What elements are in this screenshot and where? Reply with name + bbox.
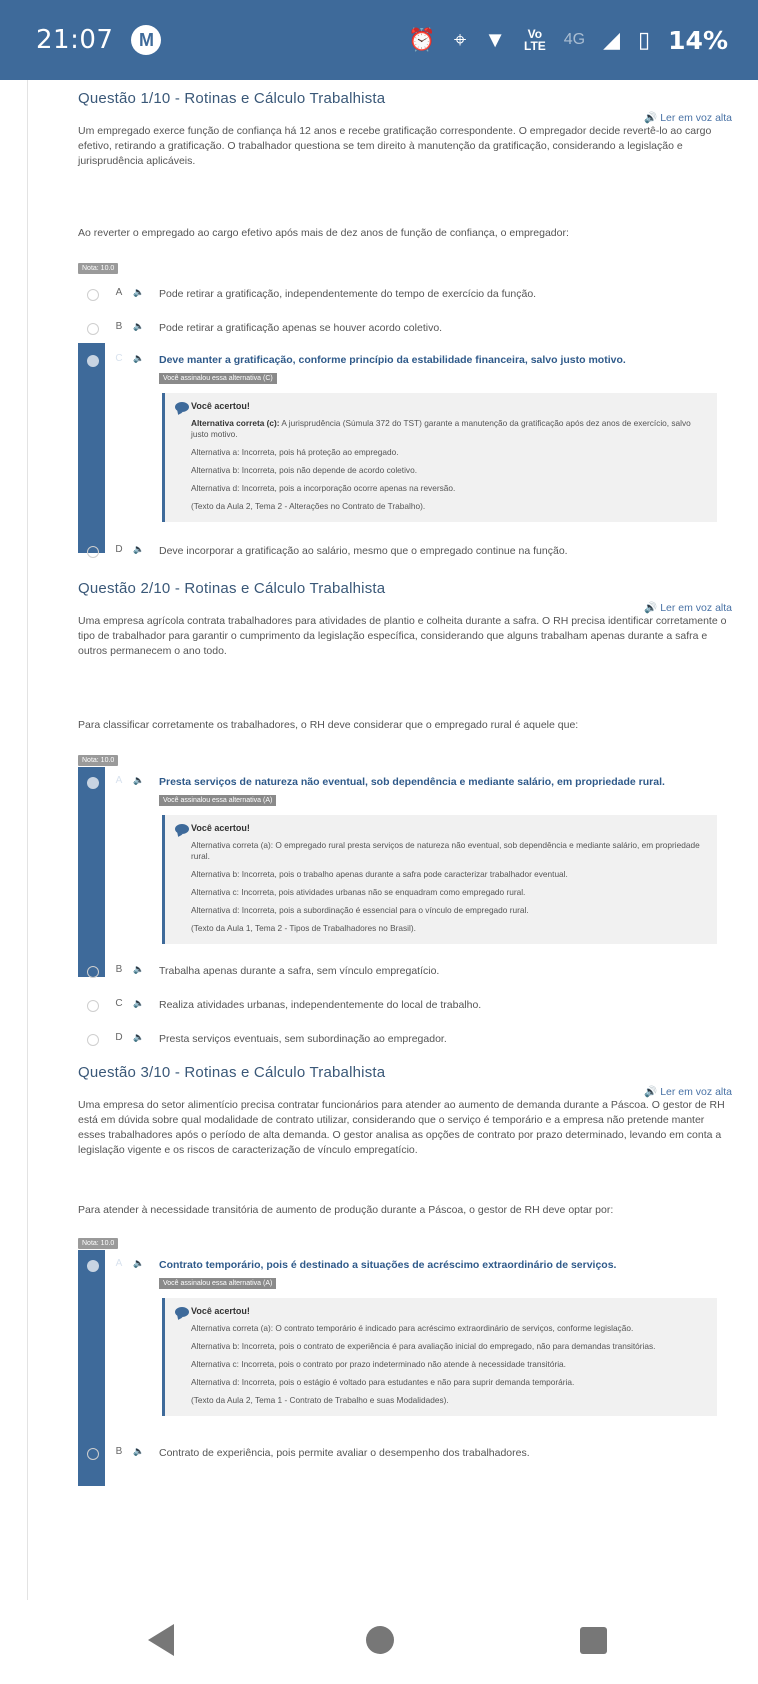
question-prompt: Para classificar corretamente os trabalhadores, o RH deve considerar que o empregado rural é aquele que:	[78, 719, 579, 731]
grade-badge: Nota: 10.0	[78, 263, 118, 274]
signal-icon: ◢	[603, 27, 621, 52]
alternative-text: Presta serviços de natureza não eventual, sob dependência e mediante salário, em propriedade rural.	[159, 776, 665, 788]
speaker-icon[interactable]: 🔈	[133, 1446, 145, 1456]
grade-badge: Nota: 10.0	[78, 1238, 118, 1249]
feedback-correct: Alternativa correta (a): O empregado rural presta serviços de natureza não eventual, sob dependência e mediante salário, em propriedade rural.	[191, 840, 700, 861]
alternative-d[interactable]	[78, 532, 732, 566]
alarm-icon: ⏰	[408, 27, 436, 52]
feedback-box	[162, 1298, 717, 1416]
home-icon[interactable]	[366, 1626, 394, 1654]
alternative-text: Trabalha apenas durante a safra, sem vínculo empregatício.	[159, 965, 440, 977]
alternative-letter: A	[115, 775, 123, 786]
alternative-letter: A	[115, 1258, 123, 1269]
feedback-line: Alternativa d: Incorreta, pois a incorporação ocorre apenas na reversão.	[191, 483, 456, 493]
radio-button[interactable]	[87, 289, 99, 301]
alternative-text: Deve manter a gratificação, conforme princípio da estabilidade financeira, salvo justo motivo.	[159, 354, 626, 366]
network-type: 4G	[563, 31, 586, 48]
feedback-box	[162, 393, 717, 522]
radio-button-checked[interactable]	[87, 777, 99, 789]
alternative-text: Contrato de experiência, pois permite avaliar o desempenho dos trabalhadores.	[159, 1447, 530, 1459]
speaker-icon[interactable]: 🔈	[133, 775, 145, 785]
feedback-title: Você acertou!	[191, 1306, 250, 1316]
question-stem: Uma empresa agrícola contrata trabalhadores para atividades de plantio e colheita durante a safra. O RH precisa identificar corretamente o tipo de trabalhador para garantir o cumprimento da legislação específica, considerando que alguns trabalham apenas durante a safra e outros permanecem o ano todo.	[78, 615, 727, 657]
battery-percent: 14%	[668, 25, 728, 55]
alternative-letter: B	[115, 1446, 123, 1457]
question-stem: Um empregado exerce função de confiança há 12 anos e recebe gratificação correspondente. O empregador decide revertê-lo ao cargo efetivo, retirando a gratificação. O trabalhador questiona se tem direito à manutenção da gratificação, considerando a legislação e jurisprudência aplicáveis.	[78, 125, 712, 167]
feedback-line: Alternativa c: Incorreta, pois atividades urbanas não se enquadram como empregado rural.	[191, 887, 526, 897]
battery-icon: ▯	[638, 27, 651, 52]
alternative-b[interactable]	[78, 309, 732, 343]
alternative-c[interactable]	[78, 986, 732, 1020]
speaker-icon[interactable]: 🔈	[133, 544, 145, 554]
question-title: Questão 3/10 - Rotinas e Cálculo Trabalhista	[78, 1064, 386, 1081]
quiz-content[interactable]	[0, 80, 758, 1600]
alternative-text: Deve incorporar a gratificação ao salário, mesmo que o empregado continue na função.	[159, 545, 568, 557]
question-prompt: Para atender à necessidade transitória de aumento de produção durante a Páscoa, o gestor de RH deve optar por:	[78, 1204, 614, 1216]
feedback-line: Alternativa b: Incorreta, pois o trabalho apenas durante a safra pode caracterizar trabalhador eventual.	[191, 869, 568, 879]
alternative-b[interactable]	[78, 1434, 732, 1468]
feedback-line: (Texto da Aula 2, Tema 1 - Contrato de Trabalho e suas Modalidades).	[191, 1395, 449, 1405]
feedback-line: (Texto da Aula 1, Tema 2 - Tipos de Trabalhadores no Brasil).	[191, 923, 416, 933]
feedback-box	[162, 815, 717, 944]
selected-bar	[78, 767, 105, 977]
radio-button[interactable]	[87, 966, 99, 978]
question-prompt: Ao reverter o empregado ao cargo efetivo após mais de dez anos de função de confiança, o empregador:	[78, 227, 569, 239]
location-icon: ⌖	[453, 27, 467, 52]
feedback-line: Alternativa d: Incorreta, pois a subordinação é essencial para o vínculo de empregado rural.	[191, 905, 529, 915]
question-stem: Uma empresa do setor alimentício precisa contratar funcionários para atender ao aumento de demanda durante a Páscoa. O gestor de RH está em dúvida sobre qual modalidade de contrato utilizar, considerando que o serviço é temporário e a empresa não pretende manter esses trabalhadores após o período de alta demanda. O gestor analisa as opções de contrato por prazo determinado, levando em conta a legislação vigente e os riscos de caracterização de vínculo empregatício.	[78, 1099, 725, 1156]
grade-badge: Nota: 10.0	[78, 755, 118, 766]
volte-icon: Vo LTE	[524, 27, 546, 53]
android-nav-bar	[0, 1600, 758, 1684]
question-1	[78, 80, 732, 566]
radio-button[interactable]	[87, 1000, 99, 1012]
radio-button[interactable]	[87, 1034, 99, 1046]
speech-bubble-icon	[175, 1307, 189, 1317]
alternative-b[interactable]	[78, 952, 732, 986]
alternative-text: Contrato temporário, pois é destinado a situações de acréscimo extraordinário de serviços.	[159, 1259, 617, 1271]
wifi-icon: ▼	[484, 27, 506, 52]
alternative-letter: A	[115, 287, 123, 298]
alternative-a[interactable]	[78, 275, 732, 309]
feedback-title: Você acertou!	[191, 823, 250, 833]
status-bar	[0, 0, 758, 80]
radio-button[interactable]	[87, 1448, 99, 1460]
read-aloud-link[interactable]: 🔊 Ler em voz alta	[644, 112, 732, 124]
radio-button[interactable]	[87, 323, 99, 335]
speech-bubble-icon	[175, 402, 189, 412]
feedback-line: Alternativa d: Incorreta, pois o estágio é voltado para estudantes e não para suprir demanda temporária.	[191, 1377, 575, 1387]
radio-button-checked[interactable]	[87, 1260, 99, 1272]
alternative-a-selected[interactable]	[78, 767, 732, 944]
feedback-line: Alternativa b: Incorreta, pois não depende de acordo coletivo.	[191, 465, 418, 475]
feedback-line: Alternativa b: Incorreta, pois o contrato de experiência é para avaliação inicial do empregado, não para demandas transitórias.	[191, 1341, 656, 1351]
speaker-icon[interactable]: 🔈	[133, 964, 145, 974]
speaker-icon[interactable]: 🔈	[133, 321, 145, 331]
alternative-letter: C	[115, 998, 123, 1009]
back-icon[interactable]	[148, 1624, 174, 1656]
radio-button[interactable]	[87, 546, 99, 558]
question-3	[78, 1054, 732, 1468]
feedback-title: Você acertou!	[191, 401, 250, 411]
read-aloud-link[interactable]: 🔊 Ler em voz alta	[644, 602, 732, 614]
feedback-line: Alternativa a: Incorreta, pois há proteção ao empregado.	[191, 447, 399, 457]
alternative-letter: D	[115, 544, 123, 555]
clock: 21:07	[36, 25, 114, 55]
recents-icon[interactable]	[580, 1627, 607, 1654]
motorola-logo: M	[131, 25, 161, 55]
speech-bubble-icon	[175, 824, 189, 834]
question-2	[78, 570, 732, 1054]
speaker-icon[interactable]: 🔈	[133, 1258, 145, 1268]
alternative-letter: D	[115, 1032, 123, 1043]
speaker-icon[interactable]: 🔈	[133, 1032, 145, 1042]
feedback-line: Alternativa c: Incorreta, pois o contrato por prazo indeterminado não atende à necessidade transitória.	[191, 1359, 566, 1369]
selected-badge: Você assinalou essa alternativa (A)	[159, 795, 276, 806]
alternative-text: Realiza atividades urbanas, independentemente do local de trabalho.	[159, 999, 482, 1011]
read-aloud-link[interactable]: 🔊 Ler em voz alta	[644, 1086, 732, 1098]
question-title: Questão 1/10 - Rotinas e Cálculo Trabalhista	[78, 90, 386, 107]
alternative-d[interactable]	[78, 1020, 732, 1054]
selected-badge: Você assinalou essa alternativa (C)	[159, 373, 277, 384]
status-icons	[408, 26, 728, 55]
alternative-a-selected[interactable]	[78, 1250, 732, 1416]
alternative-letter: B	[115, 964, 123, 975]
alternative-c-selected[interactable]	[78, 343, 732, 522]
speaker-icon[interactable]: 🔈	[133, 287, 145, 297]
speaker-icon[interactable]: 🔈	[133, 998, 145, 1008]
question-title: Questão 2/10 - Rotinas e Cálculo Trabalhista	[78, 580, 386, 597]
alternative-text: Presta serviços eventuais, sem subordinação ao empregador.	[159, 1033, 447, 1045]
feedback-line: (Texto da Aula 2, Tema 2 - Alterações no Contrato de Trabalho).	[191, 501, 426, 511]
alternative-letter: B	[115, 321, 123, 332]
radio-button-checked[interactable]	[87, 355, 99, 367]
selected-badge: Você assinalou essa alternativa (A)	[159, 1278, 276, 1289]
alternative-text: Pode retirar a gratificação apenas se houver acordo coletivo.	[159, 322, 443, 334]
feedback-correct: Alternativa correta (c): A jurisprudência (Súmula 372 do TST) garante a manutenção da gratificação após dez anos de exercício, salvo justo motivo.	[191, 418, 691, 439]
feedback-correct: Alternativa correta (a): O contrato temporário é indicado para acréscimo extraordinário de serviços, conforme legislação.	[191, 1323, 634, 1333]
alternative-letter: C	[115, 353, 123, 364]
speaker-icon[interactable]: 🔈	[133, 353, 145, 363]
left-divider	[27, 80, 28, 1600]
alternative-text: Pode retirar a gratificação, independentemente do tempo de exercício da função.	[159, 288, 537, 300]
selected-bar	[78, 343, 105, 553]
